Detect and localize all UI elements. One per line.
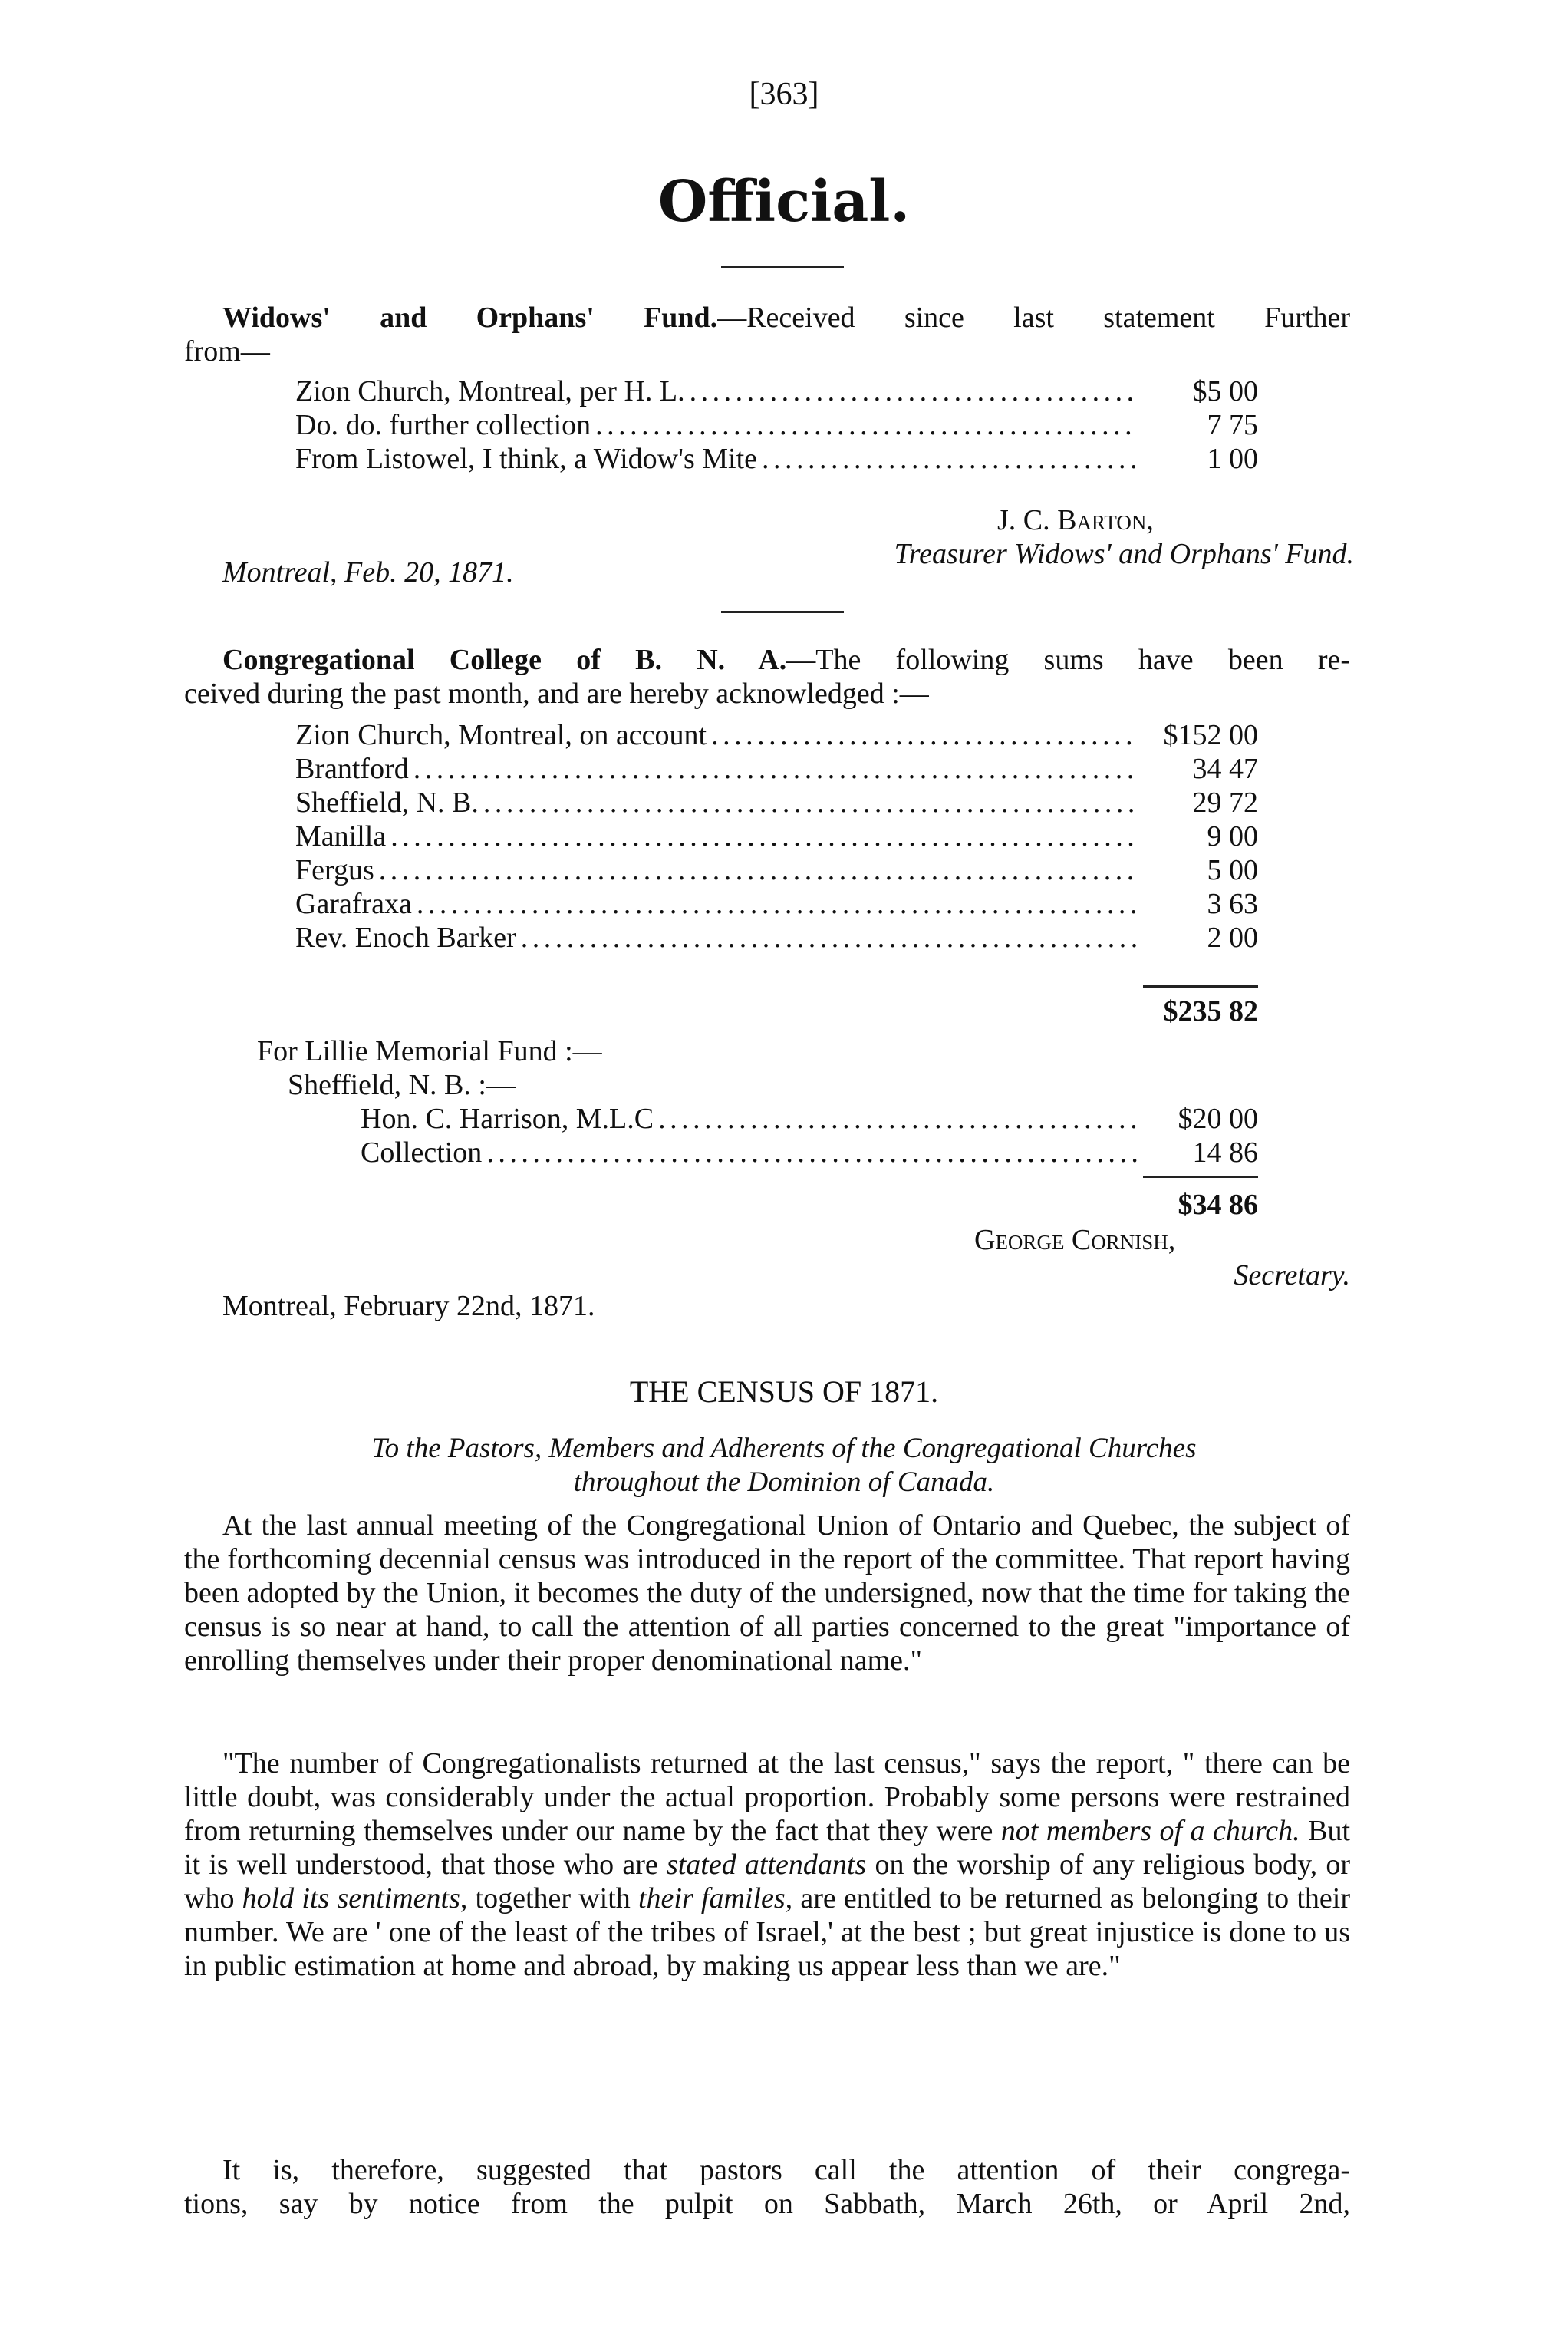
college-date: Montreal, February 22nd, 1871. bbox=[222, 1290, 595, 1322]
ledger-entry bbox=[361, 1102, 1258, 1136]
ledger-entry bbox=[295, 374, 1258, 408]
census-paragraph-2 bbox=[184, 1747, 1350, 1983]
paragraph-text: "The number of Congregationalists returned at the last census," says the report, " there can be little doubt, was considerably under the actual proportion. Probably some persons were restrained from returning themselves under our name by the fact that they were bbox=[184, 1747, 1350, 1847]
college-signer: George Cornish, bbox=[974, 1224, 1176, 1256]
widows-fund-heading: Widows' and Orphans' Fund. bbox=[222, 302, 718, 334]
page-number: [363] bbox=[749, 77, 819, 112]
dot-leader bbox=[483, 786, 1138, 820]
sum-rule bbox=[1143, 1176, 1258, 1178]
entry-label: Brantford bbox=[295, 753, 409, 785]
emphasis-text: stated attendants bbox=[666, 1849, 867, 1881]
dot-leader bbox=[486, 1136, 1138, 1169]
dot-leader bbox=[379, 853, 1138, 887]
entry-amount: 34 47 bbox=[1192, 753, 1258, 785]
entry-amount: 2 00 bbox=[1207, 922, 1258, 954]
entry-label: Collection bbox=[361, 1136, 483, 1169]
paragraph-text: are entitled to be returned as belonging to their number. We are ' one of the least of the tribes of Israel,' at the best ; but great injustice is done to us in public estimation at home and abroad, by making us appear less than we are." bbox=[184, 1882, 1350, 1982]
entry-label: Hon. C. Harrison, M.L.C bbox=[361, 1103, 654, 1135]
entry-amount: 5 00 bbox=[1207, 854, 1258, 886]
divider bbox=[721, 266, 844, 268]
entry-amount: $152 00 bbox=[1163, 719, 1258, 751]
entry-amount: $5 00 bbox=[1192, 375, 1258, 407]
entry-label: Rev. Enoch Barker bbox=[295, 922, 516, 954]
college-lead-line2: ceived during the past month, and are hereby acknowledged :— bbox=[184, 678, 929, 710]
dot-leader bbox=[762, 442, 1138, 476]
college-signer-title: Secretary. bbox=[1234, 1259, 1350, 1291]
entry-label: From Listowel, I think, a Widow's Mite bbox=[295, 443, 758, 475]
entry-amount: 7 75 bbox=[1207, 409, 1258, 441]
widows-fund-date: Montreal, Feb. 20, 1871. bbox=[222, 556, 514, 589]
widows-fund-signer: J. C. Barton, bbox=[997, 504, 1154, 536]
ledger-entry bbox=[295, 820, 1258, 853]
entry-label: Fergus bbox=[295, 854, 374, 886]
paragraph-text: on the worship of any religious body, or who bbox=[184, 1849, 1350, 1915]
lillie-total: $34 86 bbox=[1178, 1189, 1258, 1221]
dot-leader bbox=[417, 887, 1138, 921]
census-subtitle-line1: To the Pastors, Members and Adherents of the Congregational Churches bbox=[371, 1433, 1197, 1464]
widows-fund-lead-text: —Received since last statement Further bbox=[717, 302, 1350, 334]
paragraph-text: But it is well understood, that those who are bbox=[184, 1815, 1351, 1881]
census-paragraph-1: At the last annual meeting of the Congregational Union of Ontario and Quebec, the subject of the forthcoming decennial census was introduced in the report of the committee. That report having been adopted by the Union, it becomes the duty of the undersigned, now that the time for taking the census is so near at hand, to call the attention of all parties concerned to the great "importance of enrolling themselves under their proper denominational name." bbox=[184, 1509, 1350, 1677]
census-paragraph-3-line1: It is, therefore, suggested that pastors call the attention of their congrega- bbox=[222, 2154, 1350, 2186]
ledger-entry bbox=[295, 718, 1258, 752]
entry-label: Do. do. further collection bbox=[295, 409, 591, 441]
college-heading: Congregational College of B. N. A. bbox=[222, 644, 787, 676]
entry-amount: 3 63 bbox=[1207, 888, 1258, 920]
dot-leader bbox=[595, 408, 1138, 442]
emphasis-text: their familes, bbox=[637, 1882, 793, 1915]
dot-leader bbox=[390, 820, 1138, 853]
entry-amount: 9 00 bbox=[1207, 820, 1258, 853]
entry-amount: $20 00 bbox=[1178, 1103, 1258, 1135]
paragraph-text: , together with bbox=[460, 1882, 638, 1915]
entry-label: Garafraxa bbox=[295, 888, 412, 920]
ledger-entry bbox=[295, 921, 1258, 955]
page-title: Official. bbox=[657, 169, 911, 235]
ledger-entry bbox=[361, 1136, 1258, 1169]
college-lead-text: —The following sums have been re- bbox=[786, 644, 1351, 676]
lillie-subheading: Sheffield, N. B. :— bbox=[288, 1069, 516, 1101]
widows-fund-lead bbox=[222, 301, 1350, 335]
dot-leader bbox=[413, 752, 1138, 786]
college-lead bbox=[222, 643, 1350, 677]
entry-label: Manilla bbox=[295, 820, 387, 853]
ledger-entry bbox=[295, 752, 1258, 786]
divider bbox=[721, 611, 844, 613]
census-paragraph-3-line2: tions, say by notice from the pulpit on Sabbath, March 26th, or April 2nd, bbox=[184, 2188, 1350, 2220]
entry-label: Sheffield, N. B. bbox=[295, 787, 479, 819]
entry-label: Zion Church, Montreal, on account bbox=[295, 719, 707, 751]
ledger-entry bbox=[295, 853, 1258, 887]
college-total: $235 82 bbox=[1163, 995, 1258, 1027]
census-heading: THE CENSUS OF 1871. bbox=[629, 1374, 939, 1409]
ledger-entry bbox=[295, 408, 1258, 442]
dot-leader bbox=[690, 374, 1138, 408]
entry-amount: 29 72 bbox=[1192, 787, 1258, 819]
lillie-heading: For Lillie Memorial Fund :— bbox=[257, 1035, 602, 1067]
ledger-entry bbox=[295, 786, 1258, 820]
widows-fund-signer-title: Treasurer Widows' and Orphans' Fund. bbox=[894, 538, 1354, 570]
entry-amount: 1 00 bbox=[1207, 443, 1258, 475]
census-subtitle-line2: throughout the Dominion of Canada. bbox=[573, 1466, 995, 1498]
ledger-entry bbox=[295, 887, 1258, 921]
emphasis-text: not members of a church. bbox=[1000, 1815, 1300, 1847]
ledger-entry bbox=[295, 442, 1258, 476]
entry-label: Zion Church, Montreal, per H. L. bbox=[295, 375, 685, 407]
emphasis-text: hold its sentiments bbox=[242, 1882, 460, 1915]
widows-fund-lead-line2: from— bbox=[184, 335, 270, 368]
dot-leader bbox=[658, 1102, 1138, 1136]
dot-leader bbox=[711, 718, 1138, 752]
sum-rule bbox=[1143, 985, 1258, 988]
entry-amount: 14 86 bbox=[1192, 1136, 1258, 1169]
dot-leader bbox=[521, 921, 1138, 955]
